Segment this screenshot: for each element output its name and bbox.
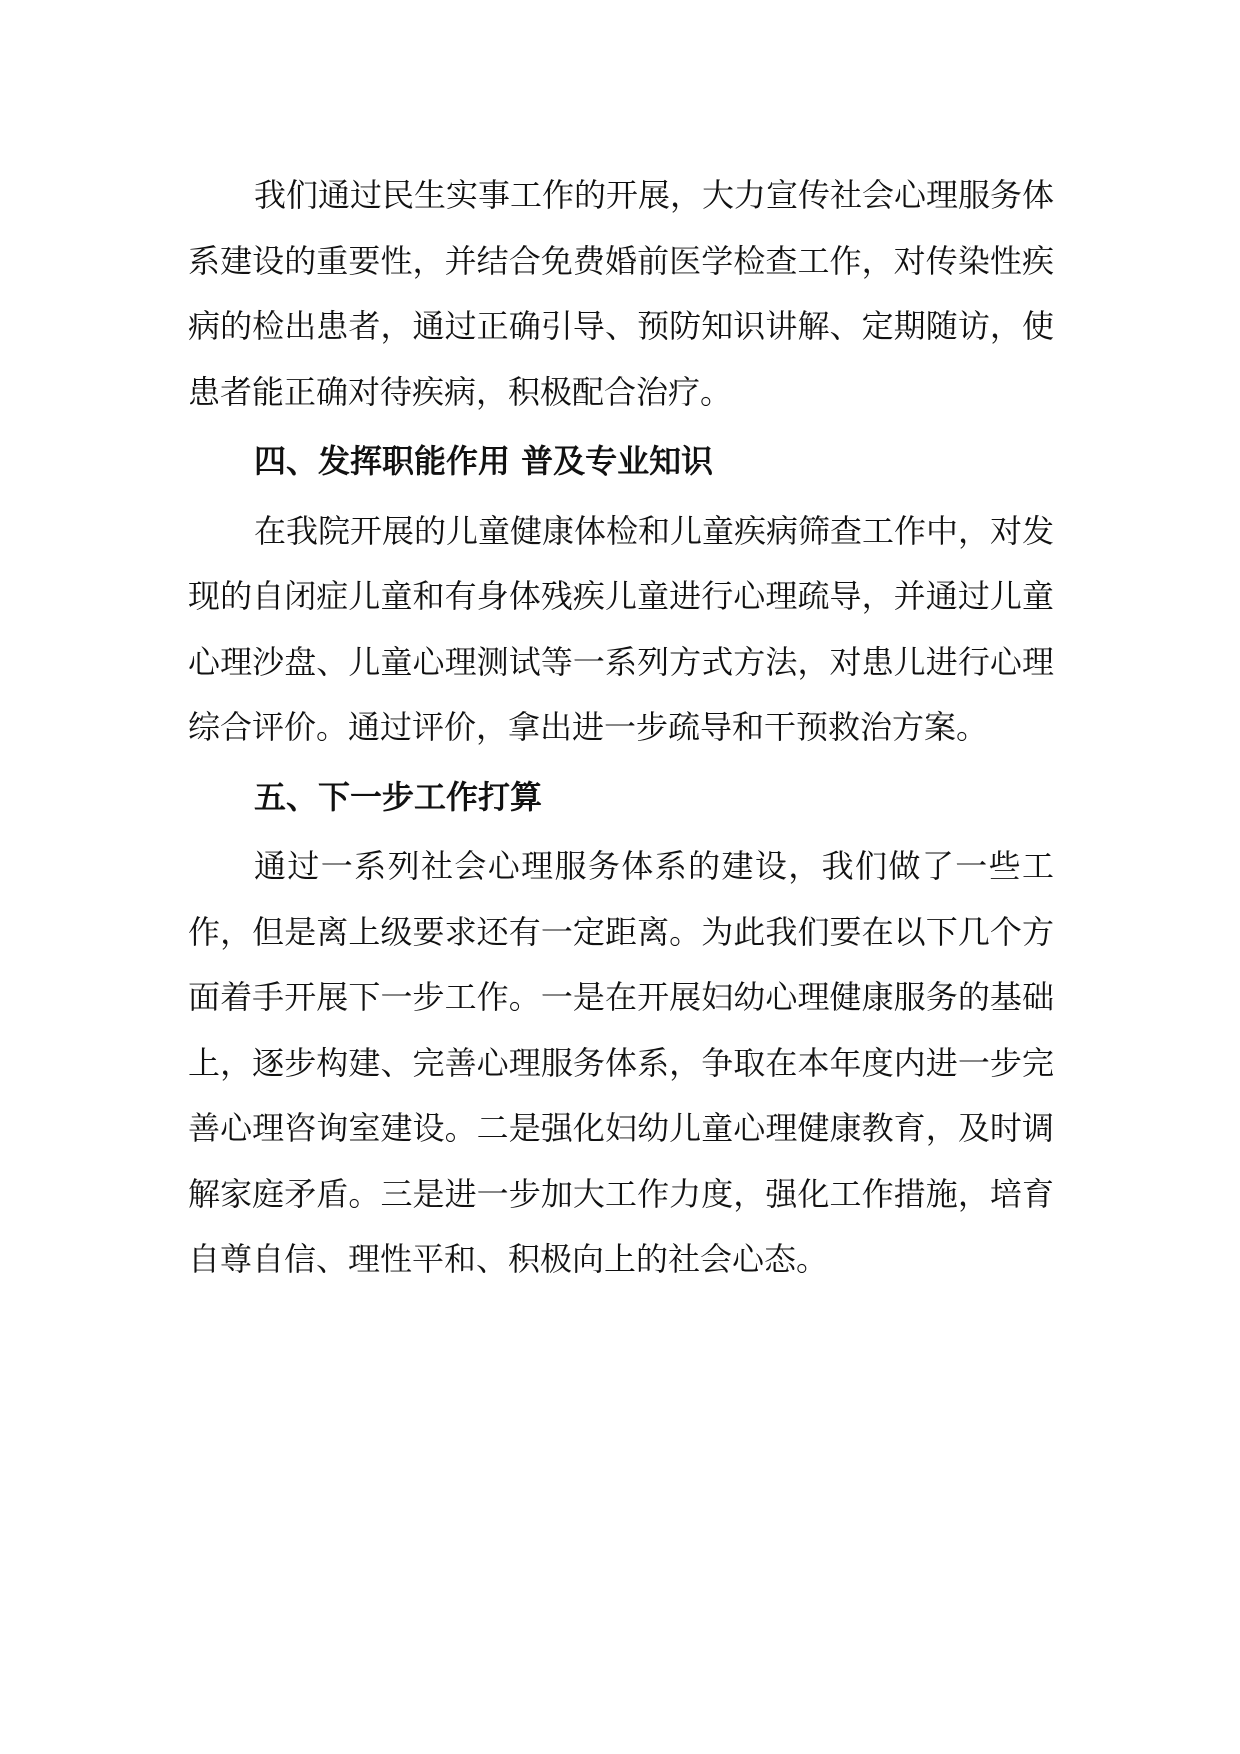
body-paragraph-2: 在我院开展的儿童健康体检和儿童疾病筛查工作中，对发现的自闭症儿童和有身体残疾儿童进行心理疏导，并通过儿童心理沙盘、儿童心理测试等一系列方式方法，对患儿进行心理综合评价。通过评价，拿出进一步疏导和干预救治方案。 <box>188 511 1055 746</box>
section-heading-4: 四、发挥职能作用 普及专业知识 <box>254 442 714 480</box>
document-body <box>188 163 1054 1293</box>
section-heading-5: 五、下一步工作打算 <box>254 777 543 816</box>
body-paragraph-1: 我们通过民生实事工作的开展，大力宣传社会心理服务体系建设的重要性，并结合免费婚前医学检查工作，对传染性疾病的检出患者，通过正确引导、预防知识讲解、定期随访，使患者能正确对待疾病，积极配合治疗。 <box>188 176 1055 411</box>
body-paragraph-3: 通过一系列社会心理服务体系的建设，我们做了一些工作，但是离上级要求还有一定距离。为此我们要在以下几个方面着手开展下一步工作。一是在开展妇幼心理健康服务的基础上，逐步构建、完善心理服务体系，争取在本年度内进一步完善心理咨询室建设。二是强化妇幼儿童心理健康教育，及时调解家庭矛盾。三是进一步加大工作力度，强化工作措施，培育自尊自信、理性平和、积极向上的社会心态。 <box>188 847 1054 1278</box>
